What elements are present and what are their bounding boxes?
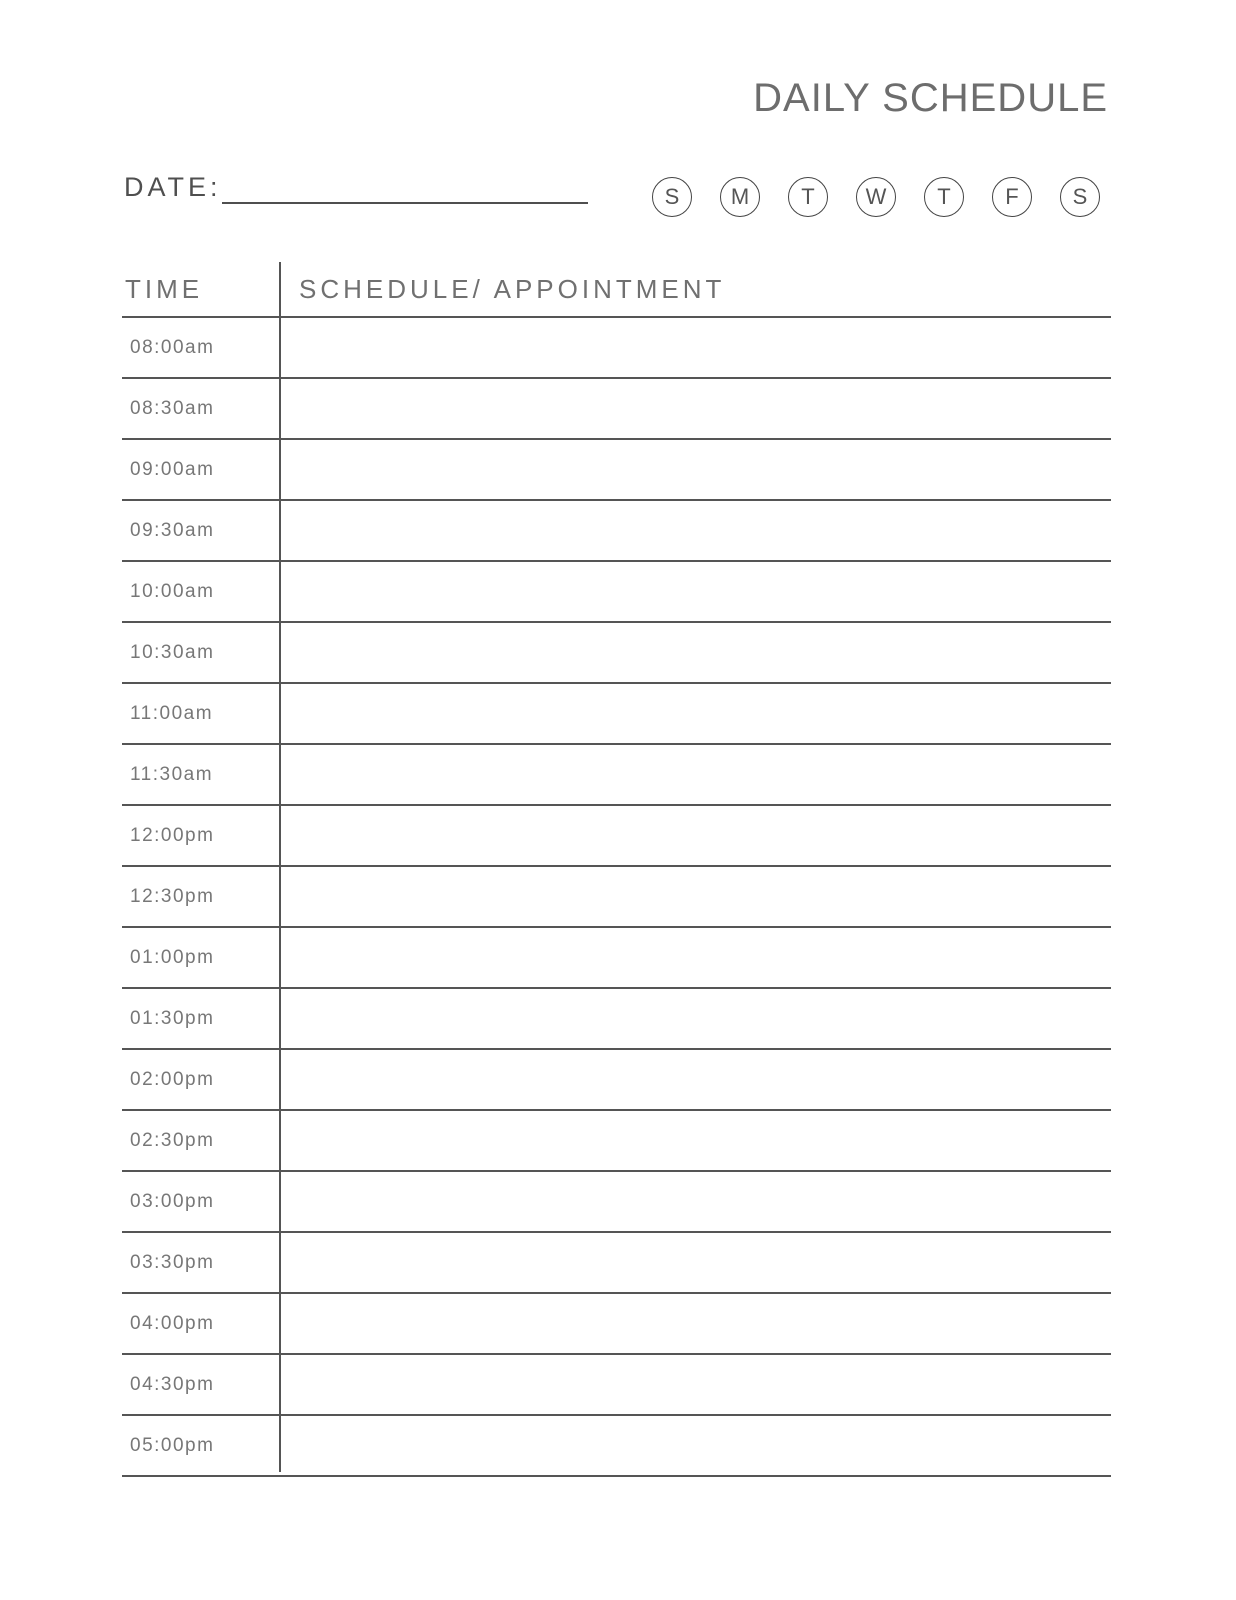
table-row bbox=[122, 379, 1111, 440]
table-body bbox=[122, 318, 1111, 1477]
table-row bbox=[122, 867, 1111, 928]
appointment-cell[interactable] bbox=[282, 928, 1111, 987]
table-row bbox=[122, 623, 1111, 684]
row-time-label: 10:30am bbox=[130, 642, 215, 663]
row-time-label: 03:30pm bbox=[130, 1252, 215, 1273]
appointment-cell[interactable] bbox=[282, 745, 1111, 804]
row-time-label: 09:30am bbox=[130, 520, 215, 541]
row-time-label: 12:00pm bbox=[130, 825, 215, 846]
day-circle-tuesday[interactable]: T bbox=[788, 177, 828, 217]
table-row bbox=[122, 562, 1111, 623]
table-row bbox=[122, 1233, 1111, 1294]
day-circle-saturday[interactable]: S bbox=[1060, 177, 1100, 217]
appointment-cell[interactable] bbox=[282, 501, 1111, 560]
table-row bbox=[122, 1416, 1111, 1477]
page-title: DAILY SCHEDULE bbox=[753, 76, 1108, 120]
table-row bbox=[122, 806, 1111, 867]
appointment-cell[interactable] bbox=[282, 318, 1111, 377]
day-circle-monday[interactable]: M bbox=[720, 177, 760, 217]
table-row bbox=[122, 440, 1111, 501]
appointment-cell[interactable] bbox=[282, 379, 1111, 438]
row-time-label: 11:00am bbox=[130, 703, 214, 724]
appointment-cell[interactable] bbox=[282, 1233, 1111, 1292]
appointment-cell[interactable] bbox=[282, 684, 1111, 743]
date-label: DATE: bbox=[124, 172, 222, 202]
table-row bbox=[122, 318, 1111, 379]
row-time-label: 11:30am bbox=[130, 764, 214, 785]
row-time-label: 10:00am bbox=[130, 581, 215, 602]
row-time-label: 02:00pm bbox=[130, 1069, 215, 1090]
row-time-label: 08:00am bbox=[130, 337, 215, 358]
day-circle-wednesday[interactable]: W bbox=[856, 177, 896, 217]
appointment-cell[interactable] bbox=[282, 1416, 1111, 1475]
appointment-cell[interactable] bbox=[282, 440, 1111, 499]
row-time-label: 04:30pm bbox=[130, 1374, 215, 1395]
table-row bbox=[122, 989, 1111, 1050]
row-time-label: 01:00pm bbox=[130, 947, 215, 968]
appointment-cell[interactable] bbox=[282, 989, 1111, 1048]
appointment-cell[interactable] bbox=[282, 1111, 1111, 1170]
row-time-label: 04:00pm bbox=[130, 1313, 215, 1334]
table-row bbox=[122, 1294, 1111, 1355]
table-row bbox=[122, 1355, 1111, 1416]
day-circle-friday[interactable]: F bbox=[992, 177, 1032, 217]
table-row bbox=[122, 1172, 1111, 1233]
time-column-header: TIME bbox=[125, 274, 204, 304]
appointment-cell[interactable] bbox=[282, 562, 1111, 621]
appointment-cell[interactable] bbox=[282, 1355, 1111, 1414]
table-row bbox=[122, 684, 1111, 745]
row-time-label: 08:30am bbox=[130, 398, 215, 419]
row-time-label: 03:00pm bbox=[130, 1191, 215, 1212]
row-time-label: 02:30pm bbox=[130, 1130, 215, 1151]
date-field[interactable] bbox=[222, 202, 588, 204]
schedule-column-header: SCHEDULE/ APPOINTMENT bbox=[299, 274, 726, 304]
table-row bbox=[122, 501, 1111, 562]
table-row bbox=[122, 1111, 1111, 1172]
appointment-cell[interactable] bbox=[282, 1294, 1111, 1353]
appointment-cell[interactable] bbox=[282, 1172, 1111, 1231]
day-circle-thursday[interactable]: T bbox=[924, 177, 964, 217]
day-circle-sunday[interactable]: S bbox=[652, 177, 692, 217]
schedule-table bbox=[122, 262, 1111, 1477]
appointment-cell[interactable] bbox=[282, 867, 1111, 926]
table-row bbox=[122, 745, 1111, 806]
appointment-cell[interactable] bbox=[282, 1050, 1111, 1109]
table-header bbox=[122, 262, 1111, 318]
table-row bbox=[122, 928, 1111, 989]
appointment-cell[interactable] bbox=[282, 806, 1111, 865]
row-time-label: 12:30pm bbox=[130, 886, 215, 907]
row-time-label: 09:00am bbox=[130, 459, 215, 480]
row-time-label: 01:30pm bbox=[130, 1008, 215, 1029]
weekday-selector bbox=[652, 177, 1100, 217]
row-time-label: 05:00pm bbox=[130, 1435, 215, 1456]
appointment-cell[interactable] bbox=[282, 623, 1111, 682]
table-row bbox=[122, 1050, 1111, 1111]
